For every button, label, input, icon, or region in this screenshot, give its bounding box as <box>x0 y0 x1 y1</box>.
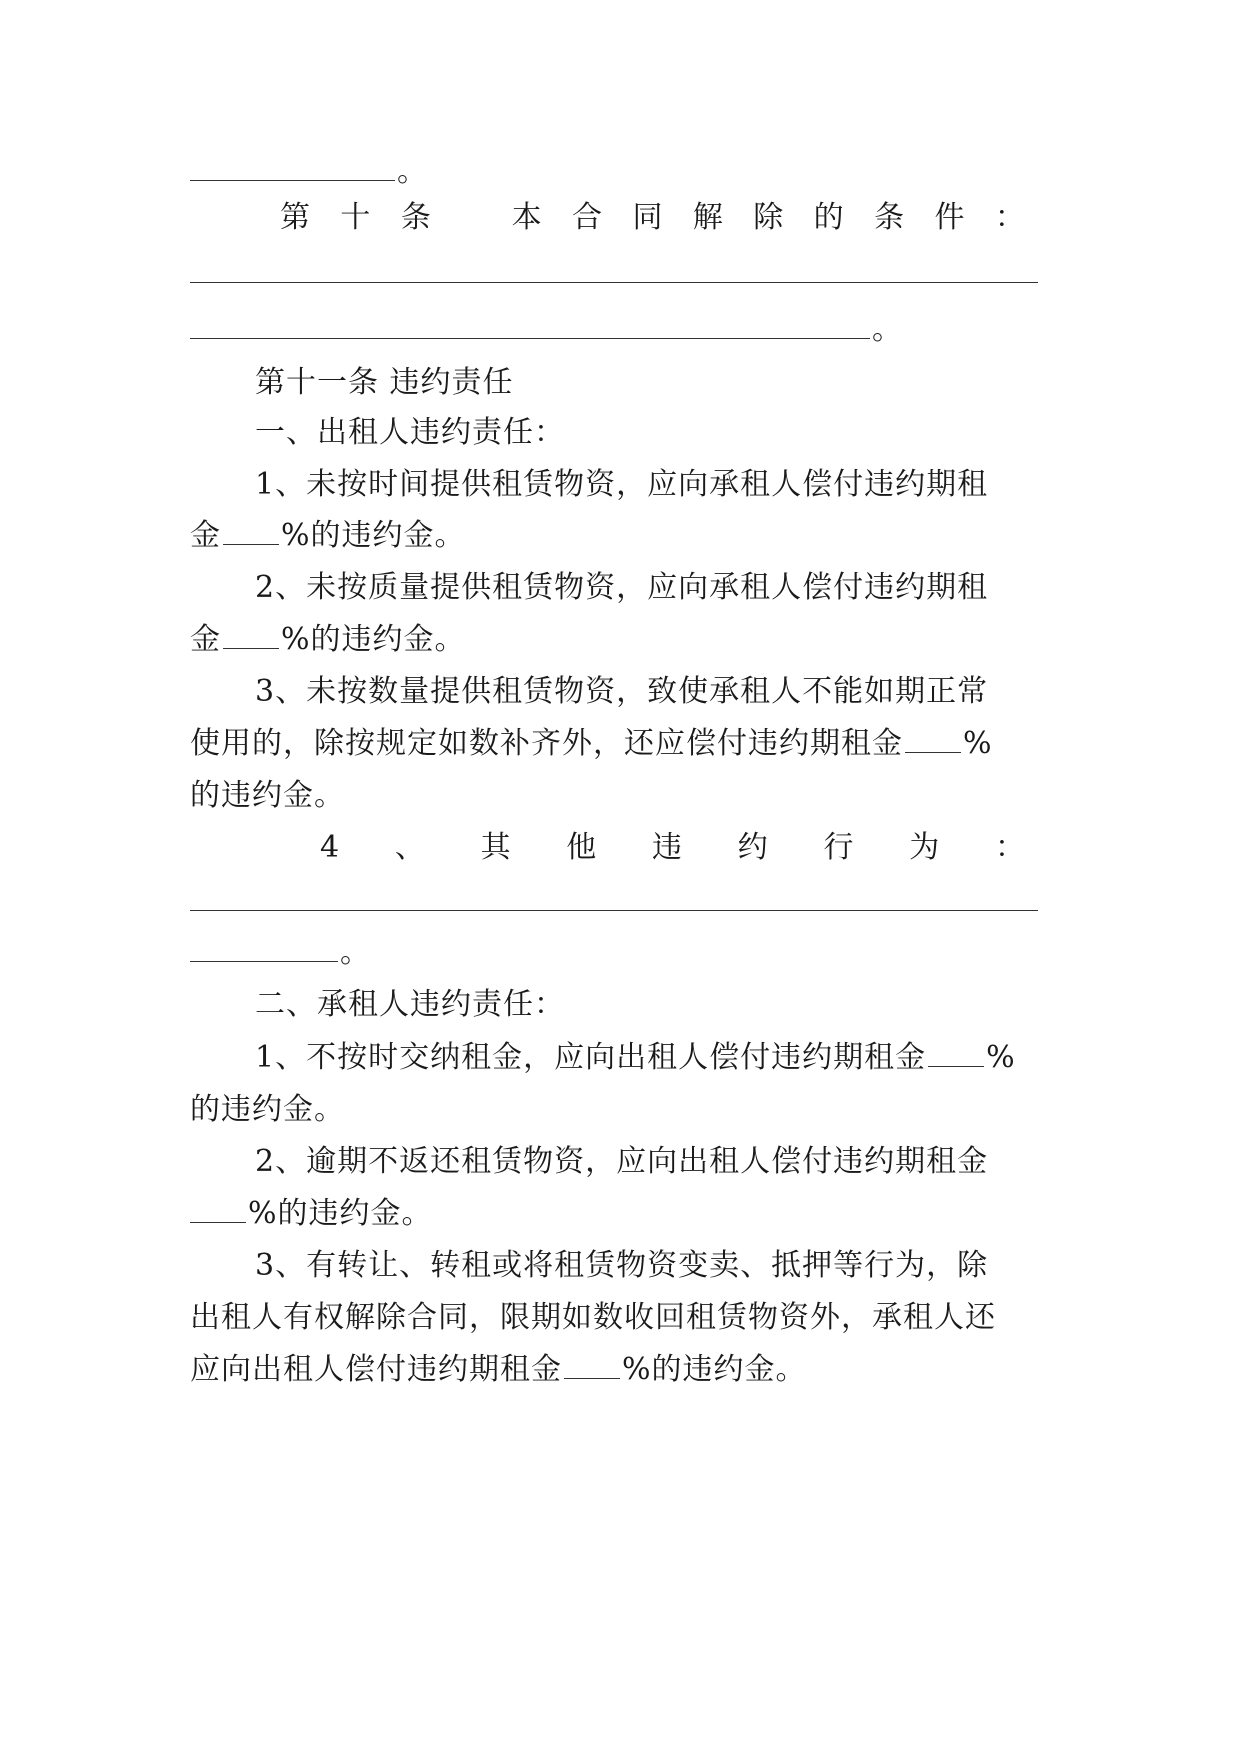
text: 金 <box>190 622 221 657</box>
fill-blank <box>190 935 338 962</box>
text: %的违约金。 <box>281 622 466 657</box>
article-11-heading: 第十一条 违约责任 <box>255 365 514 400</box>
char: 的 <box>813 200 844 235</box>
char: 、 <box>394 830 425 865</box>
paragraph-line <box>190 516 1050 556</box>
period: 。 <box>872 312 903 347</box>
char: 条 <box>400 200 431 235</box>
paragraph-line: 3、有转让、转租或将租赁物资变卖、抵押等行为，除 <box>255 1248 989 1283</box>
fill-blank <box>223 622 279 649</box>
paragraph-line <box>190 1350 1050 1390</box>
paragraph-line: 1、未按时间提供租赁物资，应向承租人偿付违约期租 <box>255 467 989 502</box>
char: 合 <box>572 200 603 235</box>
char: 本 <box>511 200 542 235</box>
paragraph-line <box>190 620 1050 660</box>
text: 1、不按时交纳租金，应向出租人偿付违约期租金 <box>255 1040 927 1075</box>
text: %的违约金。 <box>248 1196 433 1231</box>
text: %的违约金。 <box>281 518 466 553</box>
char: 4 <box>320 830 340 865</box>
period: 。 <box>397 154 428 189</box>
paragraph-line: 2、未按质量提供租赁物资，应向承租人偿付违约期租 <box>255 570 989 605</box>
blank-line-end <box>190 310 1050 350</box>
text: 使用的，除按规定如数补齐外，还应偿付违约期租金 <box>190 726 903 761</box>
section-1-heading: 一、出租人违约责任： <box>255 415 565 450</box>
char: 条 <box>874 200 905 235</box>
char: ： <box>994 830 1025 865</box>
char: 除 <box>753 200 784 235</box>
char: 第 <box>280 200 310 235</box>
fill-blank <box>190 154 395 181</box>
paragraph-line <box>190 1194 1050 1234</box>
fill-rule <box>190 282 1038 283</box>
text: %的违约金。 <box>622 1352 807 1387</box>
paragraph-line <box>255 1038 1050 1078</box>
text: 金 <box>190 518 221 553</box>
paragraph-line: 出租人有权解除合同，限期如数收回租赁物资外，承租人还 <box>190 1300 996 1335</box>
paragraph-line: 3、未按数量提供租赁物资，致使承租人不能如期正常 <box>255 674 989 709</box>
period: 。 <box>340 935 371 970</box>
char: 行 <box>823 830 854 865</box>
text: % <box>986 1040 1016 1075</box>
text: % <box>963 726 993 761</box>
char: 为 <box>909 830 940 865</box>
blank-line-end <box>190 933 1050 973</box>
char: 解 <box>692 200 723 235</box>
blank-line-end <box>190 152 1050 192</box>
paragraph-line: 2、逾期不返还租赁物资，应向出租人偿付违约期租金 <box>255 1144 989 1179</box>
fill-blank <box>190 312 870 339</box>
section-2-heading: 二、承租人违约责任： <box>255 987 565 1022</box>
article-10-heading <box>280 198 1025 238</box>
text: 应向出租人偿付违约期租金 <box>190 1352 562 1387</box>
fill-blank <box>564 1352 620 1379</box>
char: 其 <box>480 830 511 865</box>
char: 他 <box>566 830 597 865</box>
char: 件 <box>934 200 965 235</box>
char: ： <box>994 200 1025 235</box>
paragraph-line: 的违约金。 <box>190 1092 345 1127</box>
fill-rule <box>190 910 1038 911</box>
fill-blank <box>905 726 961 753</box>
item-4-heading <box>320 828 1025 868</box>
char: 十 <box>340 200 371 235</box>
char: 违 <box>652 830 683 865</box>
char: 同 <box>632 200 663 235</box>
fill-blank <box>928 1040 984 1067</box>
fill-blank <box>223 518 279 545</box>
fill-blank <box>190 1196 246 1223</box>
char: 约 <box>737 830 768 865</box>
paragraph-line: 的违约金。 <box>190 778 345 813</box>
paragraph-line <box>190 724 1050 764</box>
